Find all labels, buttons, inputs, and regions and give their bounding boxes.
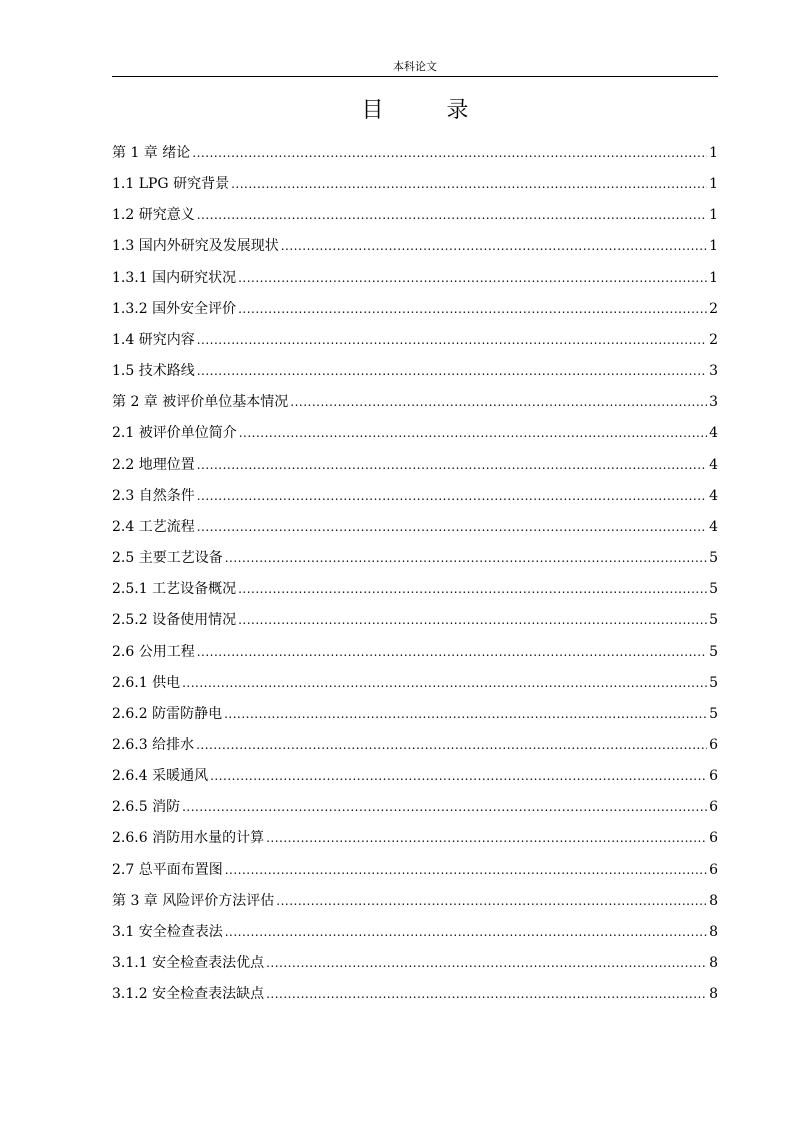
toc-page-number: 6	[709, 799, 718, 816]
toc-dot-leader	[266, 951, 707, 975]
toc-entry[interactable]	[112, 702, 718, 733]
toc-page-number: 5	[709, 581, 718, 598]
toc-page-number: 1	[709, 269, 718, 286]
toc-dot-leader	[197, 203, 707, 227]
toc-page-number: 4	[709, 425, 718, 442]
toc-entry-label: 1.4 研究内容	[112, 331, 195, 348]
toc-dot-leader	[266, 826, 707, 850]
toc-dot-leader	[197, 484, 707, 508]
toc-dot-leader	[266, 982, 707, 1006]
toc-dot-leader	[238, 608, 707, 632]
toc-entry-label: 2.6.4 采暖通风	[112, 768, 209, 785]
toc-entry[interactable]	[112, 453, 718, 484]
toc-dot-leader	[197, 328, 707, 352]
toc-dot-leader	[182, 671, 707, 695]
toc-entry[interactable]	[112, 203, 718, 234]
toc-entry-label: 2.1 被评价单位简介	[112, 425, 237, 442]
toc-entry[interactable]	[112, 577, 718, 608]
toc-entry-label: 1.2 研究意义	[112, 207, 195, 224]
toc-page-number: 3	[709, 394, 718, 411]
page-title: 目 录	[361, 98, 497, 123]
toc-page-number: 8	[709, 892, 718, 909]
toc-entry[interactable]	[112, 546, 718, 577]
toc-dot-leader	[238, 577, 707, 601]
table-of-contents	[112, 141, 718, 1013]
toc-page-number: 5	[709, 612, 718, 629]
toc-dot-leader	[197, 515, 707, 539]
toc-dot-leader	[196, 733, 707, 757]
toc-page-number: 6	[709, 736, 718, 753]
toc-entry[interactable]	[112, 982, 718, 1013]
toc-page-number: 6	[709, 861, 718, 878]
toc-entry[interactable]	[112, 826, 718, 857]
toc-entry-label: 2.5.1 工艺设备概况	[112, 581, 237, 598]
toc-entry[interactable]	[112, 671, 718, 702]
toc-dot-leader	[276, 889, 707, 913]
toc-page-number: 3	[709, 363, 718, 380]
toc-entry-label: 2.6.5 消防	[112, 799, 181, 816]
toc-entry-label: 1.3 国内外研究及发展现状	[112, 238, 279, 255]
toc-entry[interactable]	[112, 608, 718, 639]
toc-page-number: 8	[709, 955, 718, 972]
toc-entry[interactable]	[112, 297, 718, 328]
toc-entry-label: 3.1.2 安全检查表法缺点	[112, 986, 265, 1003]
header-rule	[112, 76, 718, 77]
toc-dot-leader	[225, 546, 707, 570]
toc-entry[interactable]	[112, 266, 718, 297]
toc-entry-label: 2.6 公用工程	[112, 643, 195, 660]
toc-dot-leader	[225, 920, 707, 944]
toc-entry-label: 2.6.3 给排水	[112, 736, 195, 753]
toc-entry-label: 2.6.1 供电	[112, 674, 181, 691]
toc-entry[interactable]	[112, 359, 718, 390]
toc-entry[interactable]	[112, 858, 718, 889]
toc-page-number: 8	[709, 986, 718, 1003]
toc-page-number: 6	[709, 830, 718, 847]
toc-page-number: 5	[709, 674, 718, 691]
toc-entry-label: 3.1 安全检查表法	[112, 923, 223, 940]
toc-dot-leader	[197, 453, 707, 477]
toc-entry-label: 2.7 总平面布置图	[112, 861, 223, 878]
toc-entry[interactable]	[112, 920, 718, 951]
toc-dot-leader	[197, 640, 707, 664]
toc-entry-label: 2.6.6 消防用水量的计算	[112, 830, 265, 847]
toc-entry-label: 1.3.2 国外安全评价	[112, 300, 237, 317]
toc-page-number: 8	[709, 923, 718, 940]
toc-entry-label: 1.3.1 国内研究状况	[112, 269, 237, 286]
toc-page-number: 5	[709, 643, 718, 660]
toc-dot-leader	[224, 702, 707, 726]
toc-entry-label: 2.5 主要工艺设备	[112, 550, 223, 567]
toc-entry[interactable]	[112, 640, 718, 671]
toc-entry[interactable]	[112, 172, 718, 203]
toc-page-number: 6	[709, 768, 718, 785]
toc-dot-leader	[225, 858, 707, 882]
toc-dot-leader	[238, 297, 707, 321]
toc-dot-leader	[192, 141, 707, 165]
toc-page-number: 4	[709, 518, 718, 535]
toc-dot-leader	[239, 421, 707, 445]
toc-dot-leader	[281, 234, 707, 258]
toc-dot-leader	[182, 795, 707, 819]
toc-dot-leader	[231, 172, 707, 196]
toc-entry-label: 第 2 章 被评价单位基本情况	[112, 394, 289, 411]
toc-entry-label: 2.3 自然条件	[112, 487, 195, 504]
running-header: 本科论文	[393, 60, 437, 73]
toc-page-number: 1	[709, 207, 718, 224]
toc-entry[interactable]	[112, 795, 718, 826]
toc-page-number: 1	[709, 238, 718, 255]
toc-entry-label: 第 3 章 风险评价方法评估	[112, 892, 275, 909]
toc-entry-label: 第 1 章 绪论	[112, 145, 191, 161]
toc-dot-leader	[197, 359, 707, 383]
toc-entry-label: 2.4 工艺流程	[112, 518, 195, 535]
toc-page-number: 2	[709, 331, 718, 348]
toc-page-number: 1	[709, 145, 718, 161]
toc-entry-label: 2.2 地理位置	[112, 456, 195, 473]
toc-dot-leader	[290, 390, 707, 414]
toc-entry-label: 2.5.2 设备使用情况	[112, 612, 237, 629]
toc-entry[interactable]	[112, 328, 718, 359]
toc-entry[interactable]	[112, 390, 718, 421]
toc-entry[interactable]	[112, 234, 718, 265]
toc-page-number: 4	[709, 456, 718, 473]
toc-entry[interactable]	[112, 515, 718, 546]
toc-page-number: 5	[709, 705, 718, 722]
toc-entry[interactable]	[112, 951, 718, 982]
toc-entry[interactable]	[112, 733, 718, 764]
toc-entry[interactable]	[112, 889, 718, 920]
toc-entry-label: 2.6.2 防雷防静电	[112, 705, 223, 722]
toc-entry[interactable]	[112, 421, 718, 452]
toc-entry-label: 3.1.1 安全检查表法优点	[112, 955, 265, 972]
toc-entry[interactable]	[112, 484, 718, 515]
toc-page-number: 2	[709, 300, 718, 317]
toc-entry[interactable]	[112, 764, 718, 795]
toc-entry-label: 1.1 LPG 研究背景	[112, 176, 230, 193]
toc-page-number: 5	[709, 550, 718, 567]
toc-entry[interactable]	[112, 141, 718, 172]
toc-page-number: 1	[709, 176, 718, 193]
toc-dot-leader	[238, 266, 707, 290]
toc-page-number: 4	[709, 487, 718, 504]
toc-entry-label: 1.5 技术路线	[112, 363, 195, 380]
toc-dot-leader	[210, 764, 707, 788]
